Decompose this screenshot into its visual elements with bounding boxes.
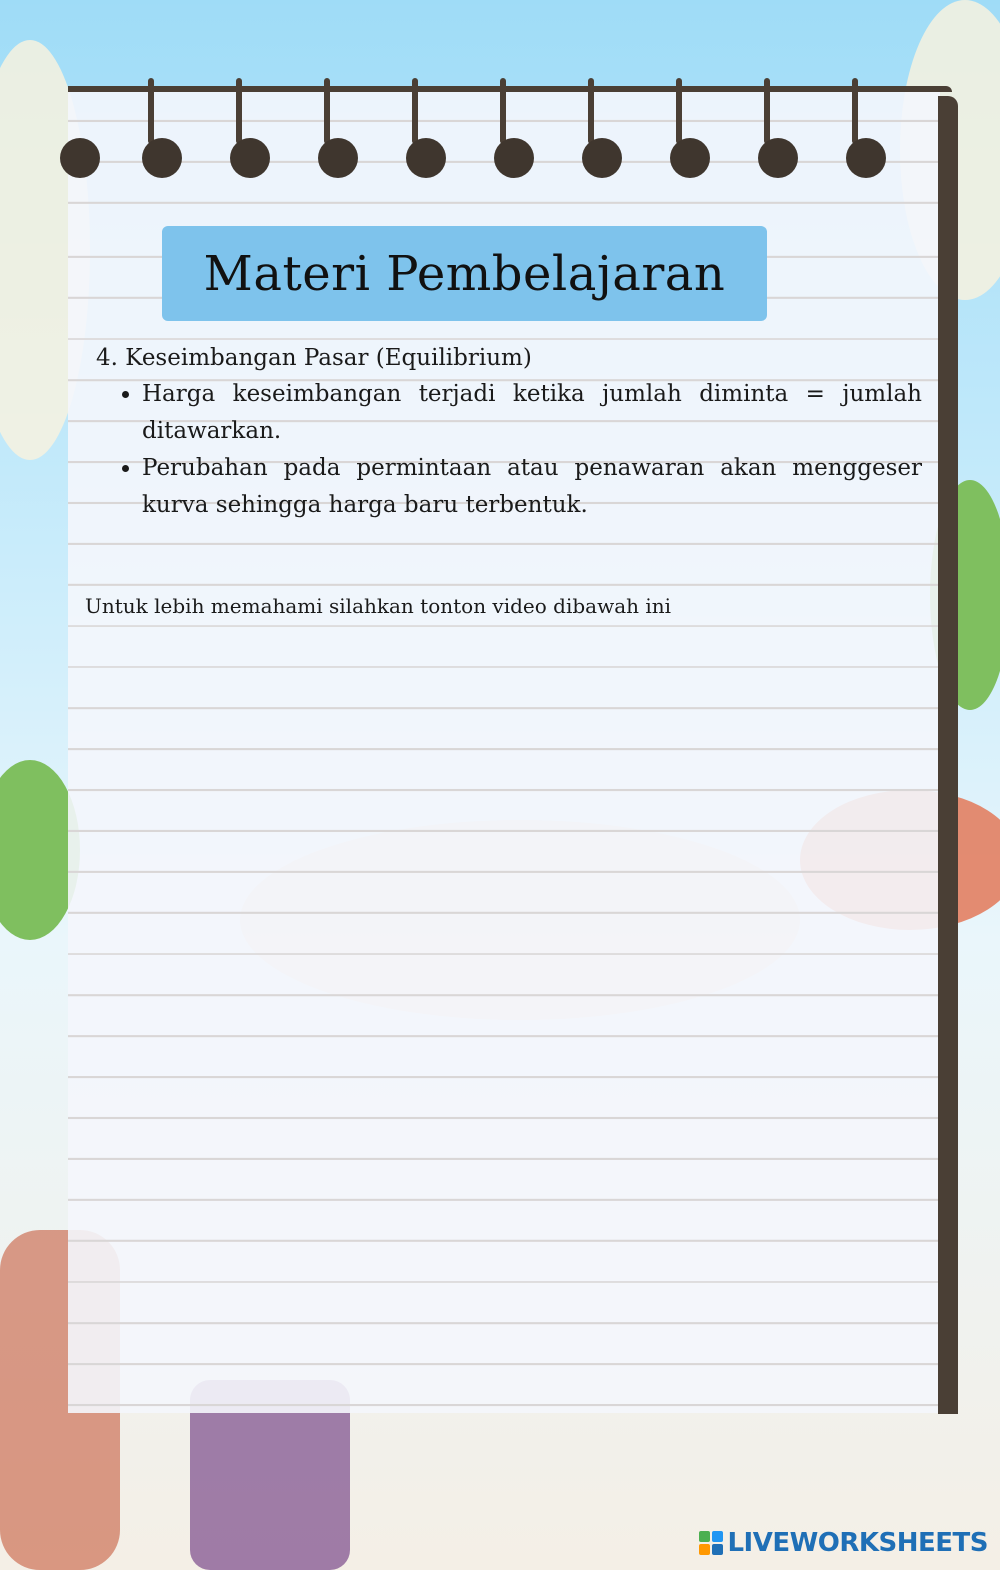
liveworksheets-logo[interactable]	[699, 1528, 988, 1558]
page-title: Materi Pembelajaran	[203, 245, 726, 302]
spiral-hole	[142, 138, 182, 178]
bullet-item: • Harga keseimbangan terjadi ketika jumlah diminta = jumlah ditawarkan.	[142, 376, 922, 450]
spiral-hole	[494, 138, 534, 178]
spiral-hole	[582, 138, 622, 178]
video-instruction: Untuk lebih memahami silahkan tonton video dibawah ini	[85, 594, 672, 618]
spiral-hole	[318, 138, 358, 178]
liveworksheets-icon	[699, 1531, 723, 1555]
notebook-spine	[938, 96, 958, 1414]
bullet-item: • Perubahan pada permintaan atau penawaran akan menggeser kurva sehingga harga baru terbentuk.	[142, 450, 922, 524]
spiral-ring	[148, 78, 154, 144]
spiral-hole	[758, 138, 798, 178]
spiral-hole	[60, 138, 100, 178]
bullet-list	[96, 376, 922, 524]
lesson-content	[96, 340, 922, 524]
spiral-ring	[412, 78, 418, 144]
spiral-ring	[764, 78, 770, 144]
spiral-hole	[406, 138, 446, 178]
spiral-ring	[676, 78, 682, 144]
notebook-top-edge	[68, 86, 952, 92]
spiral-ring	[324, 78, 330, 144]
section-heading: 4. Keseimbangan Pasar (Equilibrium)	[96, 345, 532, 371]
spiral-hole	[846, 138, 886, 178]
spiral-ring	[236, 78, 242, 144]
spiral-ring	[852, 78, 858, 144]
spiral-hole	[670, 138, 710, 178]
spiral-ring	[500, 78, 506, 144]
spiral-ring	[588, 78, 594, 144]
spiral-hole	[230, 138, 270, 178]
brand-name: LIVEWORKSHEETS	[727, 1528, 988, 1558]
title-banner	[162, 226, 767, 321]
